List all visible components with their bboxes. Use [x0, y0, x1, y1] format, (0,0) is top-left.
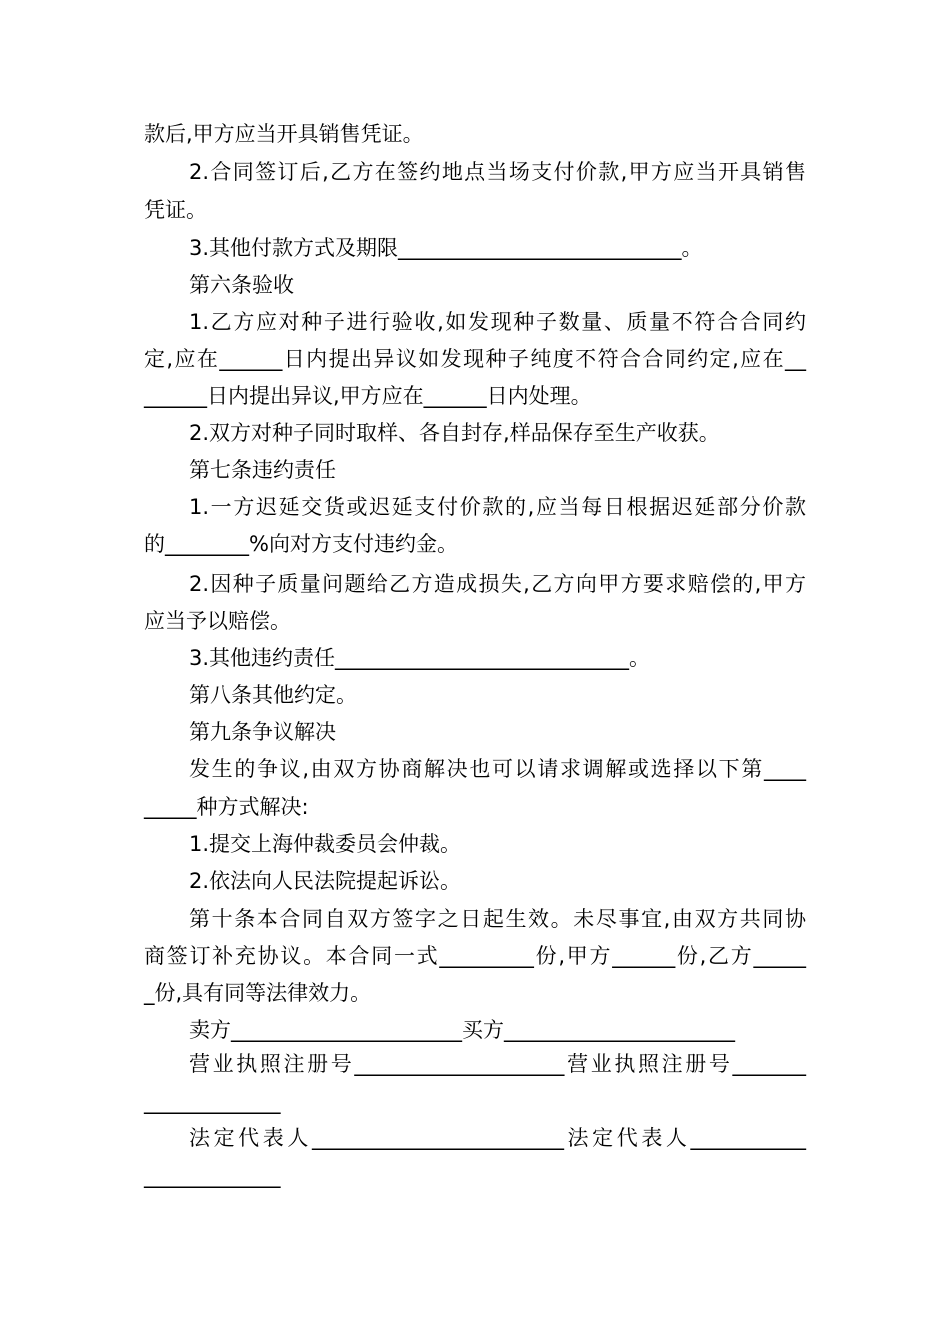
- section-heading: 第八条其他约定。: [189, 683, 357, 707]
- text-line: 2.双方对种子同时取样、各自封存,样品保存至生产收获。: [189, 421, 720, 445]
- section-heading: 第六条验收: [189, 273, 294, 297]
- text-line: 3.其他违约责任____________________________。: [189, 646, 651, 670]
- signature-line: 卖方______________________买方______________________: [189, 1018, 735, 1042]
- signature-line: _____________: [144, 1090, 281, 1114]
- text-line: 应当予以赔偿。: [144, 609, 291, 633]
- text-line: 凭证。: [144, 198, 207, 222]
- text-line: 商签订补充协议。本合同一式_________份,甲方______份,乙方_____: [144, 944, 806, 968]
- text-line: 1.乙方应对种子进行验收,如发现种子数量、质量不符合合同约: [189, 310, 806, 334]
- text-line: 款后,甲方应当开具销售凭证。: [144, 122, 424, 146]
- text-line: _份,具有同等法律效力。: [144, 981, 372, 1005]
- text-line: 2.依法向人民法院提起诉讼。: [189, 869, 462, 893]
- text-line: 发生的争议,由双方协商解决也可以请求调解或选择以下第____: [189, 757, 806, 781]
- text-line: 定,应在______日内提出异议如发现种子纯度不符合合同约定,应在__: [144, 347, 806, 371]
- text-line: 第十条本合同自双方签字之日起生效。未尽事宜,由双方共同协: [189, 907, 806, 931]
- text-line: 3.其他付款方式及期限___________________________。: [189, 236, 703, 260]
- text-line: 的________%向对方支付违约金。: [144, 532, 458, 556]
- section-heading: 第七条违约责任: [189, 458, 336, 482]
- signature-line: _____________: [144, 1164, 281, 1188]
- text-line: _____种方式解决:: [144, 795, 309, 819]
- text-line: 1.一方迟延交货或迟延支付价款的,应当每日根据迟延部分价款: [189, 495, 806, 519]
- signature-line: 营业执照注册号____________________营业执照注册号_______: [189, 1052, 806, 1076]
- text-line: 2.合同签订后,乙方在签约地点当场支付价款,甲方应当开具销售: [189, 160, 806, 184]
- section-heading: 第九条争议解决: [189, 720, 336, 744]
- text-line: 1.提交上海仲裁委员会仲裁。: [189, 832, 462, 856]
- text-line: 2.因种子质量问题给乙方造成损失,乙方向甲方要求赔偿的,甲方: [189, 572, 806, 596]
- text-line: ______日内提出异议,甲方应在______日内处理。: [144, 384, 592, 408]
- signature-line: 法定代表人________________________法定代表人___________: [189, 1126, 806, 1150]
